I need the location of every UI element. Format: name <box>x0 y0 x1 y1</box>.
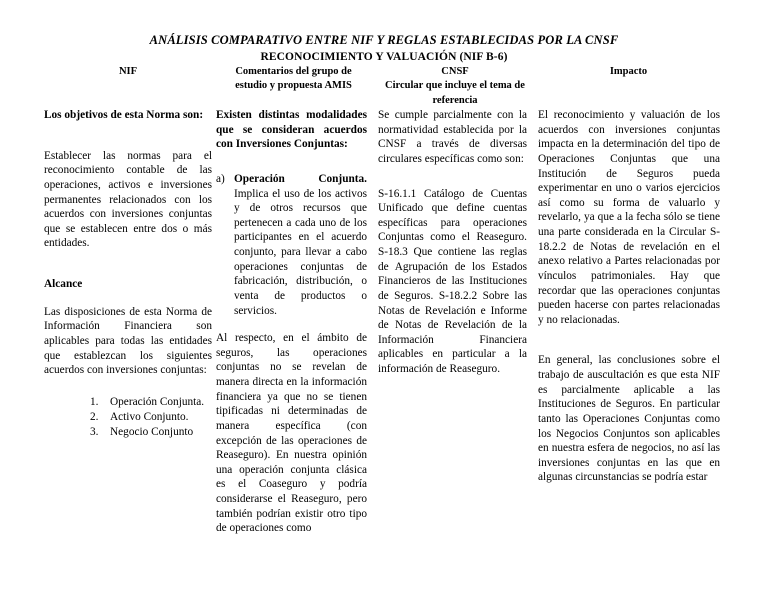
list-item: Negocio Conjunto <box>110 425 194 438</box>
column-header-cnsf <box>375 65 535 108</box>
list-item: Operación Conjunta. <box>110 395 205 408</box>
nif-alcance-heading: Alcance <box>44 278 83 291</box>
list-item-text: Implica el uso de los activos y de otros recursos que pertenecen a cada uno de los participantes en el acuerdo conjunto, para llevar a cabo operaciones conjuntas de fabricación, distribución, o venta de productos o servicios. <box>234 187 367 317</box>
cell-nif <box>44 108 212 536</box>
page-title: ANÁLISIS COMPARATIVO ENTRE NIF Y REGLAS ESTABLECIDAS POR LA CNSF <box>149 33 619 47</box>
list-item-marker: a) <box>216 172 225 185</box>
column-header-impacto <box>535 65 722 108</box>
nif-alcance-paragraph: Las disposiciones de esta Norma de Información Financiera son aplicables para todas las entidades que establezcan los siguientes acuerdos con inversiones conjuntas: <box>44 305 212 377</box>
cell-comentarios-amis <box>212 108 375 536</box>
column-header-nif <box>44 65 212 108</box>
table-header-row <box>44 65 722 108</box>
column-header-cnsf-line3: referencia <box>432 94 478 106</box>
list-item <box>216 172 367 318</box>
amis-paragraph-2: Al respecto, en el ámbito de seguros, las operaciones conjuntas no se revelan de manera directa en la información financiera ya que no se tienen tipificadas ni determinadas de manera específica (con excepción de las operaciones de Reaseguro). En nuestra opinión una operación conjunta clásica es el Coaseguro y podría considerarse el Reaseguro, pero también podrían existir otro tipo de operaciones como <box>216 332 367 535</box>
nif-objetivos-paragraph: Establecer las normas para el reconocimiento contable de las operaciones, activos e inversiones permanentes relacionados con los acuerdos con inversiones conjuntas que se establecen entre dos o más entidades. <box>44 149 212 250</box>
column-header-comentarios <box>212 65 375 108</box>
comparison-table-container <box>42 65 726 536</box>
nif-objetivos-heading <box>44 108 212 123</box>
column-header-nif-label: NIF <box>118 65 138 77</box>
table-body <box>44 108 722 536</box>
comparison-table <box>44 65 722 536</box>
column-header-comentarios-line1: Comentarios del grupo de <box>235 65 352 77</box>
table-header-row-group <box>44 65 722 108</box>
impacto-paragraph-2: En general, las conclusiones sobre el trabajo de auscultación es que esta NIF es parcialmente aplicable a las Instituciones de Seguros. En particular tanto las Operaciones Conjuntas como los Negocios Conjuntos son aplicables en nuestra esfera de negocios, no así las inversiones conjuntas en las que en algunas circunstancias se podría estar <box>538 354 720 484</box>
column-header-cnsf-line1: CNSF <box>441 65 469 77</box>
table-row <box>44 108 722 536</box>
amis-modalidades-list <box>216 172 367 318</box>
nif-objetivos-heading-colon: : <box>199 109 204 122</box>
page-subtitle: RECONOCIMIENTO Y VALUACIÓN (NIF B-6) <box>260 50 508 63</box>
column-header-comentarios-line2: estudio y propuesta AMIS <box>235 80 352 92</box>
title-block <box>0 0 768 65</box>
impacto-paragraph-1: El reconocimiento y valuación de los acuerdos con inversiones conjuntas impacta en la determinación del tipo de Operaciones Conjuntas que una Institución de Seguros pueda experimentar en uno o varios ejercicios así como su forma de valuarlo y revelarlo, ya que a la fecha sólo se tiene una parte considerada en la Circular S-18.2.2 de Notas de revelación en el anexo relativo a Partes relacionadas por vínculos patrimoniales. Hay que recordar que las operaciones conjuntas pueden hacerse con partes relacionadas y no relacionadas. <box>538 109 720 326</box>
nif-acuerdos-list <box>44 395 212 440</box>
cell-impacto <box>535 108 722 536</box>
nif-objetivos-heading-bold: Los objetivos de esta Norma son <box>44 109 200 122</box>
amis-heading: Existen distintas modalidades que se consideran acuerdos con Inversiones Conjuntas: <box>216 109 367 151</box>
column-header-cnsf-line2: Circular que incluye el tema de <box>385 80 525 92</box>
cnsf-paragraph-2: S-16.1.1 Catálogo de Cuentas Unificado que define cuentas específicas para operaciones Conjuntas como el Reaseguro. S-18.3 Que contiene las reglas de Agrupación de los Estados Financieros de las Instituciones de Seguros. S-18.2.2 Sobre las Notas de Revelación e Informe de Notas de Revelación de la Información Financiera aplicables en particular a la información de Reaseguro. <box>378 187 527 376</box>
cnsf-paragraph-1: Se cumple parcialmente con la normatividad establecida por la CNSF a través de diversas circulares específicas como son: <box>378 109 527 165</box>
column-header-impacto-label: Impacto <box>609 65 648 77</box>
list-item: Activo Conjunto. <box>110 410 189 423</box>
cell-cnsf <box>375 108 535 536</box>
list-item-title: Operación Conjunta. <box>234 172 367 185</box>
